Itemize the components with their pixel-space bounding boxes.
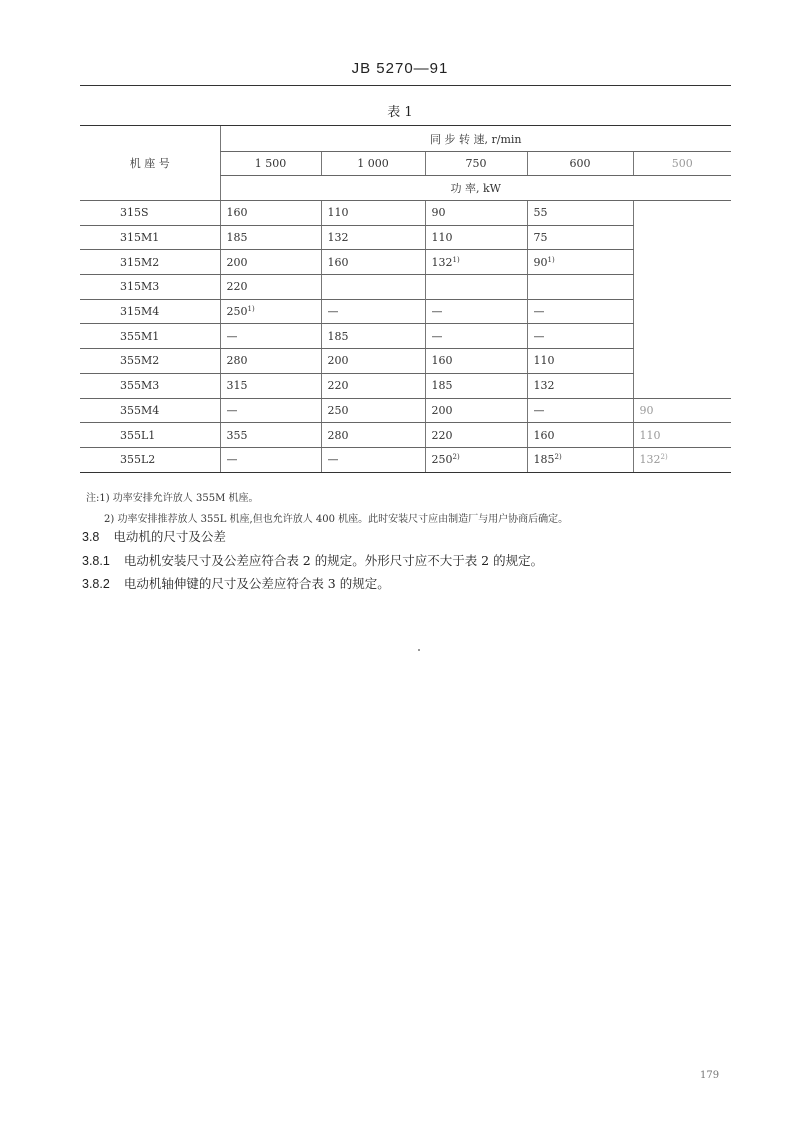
power-cell-500 (633, 324, 731, 349)
power-value: — (327, 453, 339, 467)
note-2: 2) 功率安排推荐放人 355L 机座,但也允许放人 400 机座。此时安装尺寸应由制造厂与用户协商后确定。 (104, 514, 569, 525)
section-number: 3.8.2 (82, 577, 110, 591)
table-title: 表 1 (387, 105, 413, 120)
speed-col-600: 600 (527, 152, 633, 176)
power-cell-750 (425, 275, 527, 300)
power-cell-1000 (321, 225, 425, 250)
frame-cell: 355M3 (80, 373, 220, 398)
power-cell-600 (527, 398, 633, 423)
section-text: 电动机轴伸键的尺寸及公差应符合表 3 的规定。 (123, 576, 390, 591)
power-value: 90 (431, 206, 446, 220)
scan-speck (418, 649, 420, 651)
power-cell-500 (633, 423, 731, 448)
power-value: — (533, 329, 545, 343)
power-value: 90 (533, 255, 548, 269)
footnote-marker: 1) (452, 255, 460, 264)
section-number: 3.8.1 (82, 554, 110, 568)
table-row (80, 373, 731, 398)
footnote-marker: 2) (452, 453, 460, 462)
power-value: 132 (327, 231, 349, 245)
power-value: — (431, 329, 443, 343)
power-cell-600 (527, 349, 633, 374)
power-cell-1500 (220, 349, 321, 374)
footnote-marker: 1) (247, 305, 255, 314)
frame-cell: 355L1 (80, 423, 220, 448)
speed-col-750: 750 (425, 152, 527, 176)
power-cell-1000 (321, 423, 425, 448)
frame-cell: 315M4 (80, 299, 220, 324)
footnote-marker: 1) (547, 255, 555, 264)
power-value: — (533, 403, 545, 417)
table-row (80, 225, 731, 250)
power-cell-750 (425, 398, 527, 423)
table-row (80, 275, 731, 300)
power-value: 110 (639, 428, 661, 442)
power-value: 185 (327, 329, 349, 343)
power-value: 185 (431, 379, 453, 393)
frame-cell: 315M1 (80, 225, 220, 250)
power-cell-1500 (220, 201, 321, 226)
power-value: 200 (327, 354, 349, 368)
frame-cell: 355L2 (80, 447, 220, 472)
power-cell-1500 (220, 250, 321, 275)
power-value: 220 (431, 428, 453, 442)
section-number: 3.8 (82, 530, 100, 544)
power-value: 315 (226, 379, 248, 393)
section-3-8 (82, 527, 226, 545)
power-cell-1000 (321, 299, 425, 324)
power-cell-750 (425, 201, 527, 226)
table-row (80, 398, 731, 423)
power-value: 220 (226, 280, 248, 294)
power-value: 160 (327, 255, 349, 269)
power-value: 160 (226, 206, 248, 220)
power-cell-500 (633, 275, 731, 300)
power-value: 355 (226, 428, 248, 442)
power-value: 110 (431, 231, 453, 245)
power-cell-750 (425, 349, 527, 374)
frame-cell: 355M1 (80, 324, 220, 349)
table-row (80, 324, 731, 349)
power-cell-1000 (321, 373, 425, 398)
table-row (80, 201, 731, 226)
section-3-8-1 (82, 551, 543, 569)
table-row (80, 299, 731, 324)
power-value: 250 (226, 305, 248, 319)
power-cell-500 (633, 225, 731, 250)
power-cell-1500 (220, 423, 321, 448)
power-value: — (226, 403, 238, 417)
header-rule (80, 85, 731, 86)
power-cell-500 (633, 299, 731, 324)
power-cell-1000 (321, 349, 425, 374)
power-cell-600 (527, 373, 633, 398)
power-cell-500 (633, 250, 731, 275)
power-cell-1500 (220, 299, 321, 324)
power-table (80, 125, 731, 473)
power-cell-600 (527, 250, 633, 275)
power-cell-1500 (220, 275, 321, 300)
power-cell-1000 (321, 275, 425, 300)
power-value: 220 (327, 379, 349, 393)
power-value: 250 (327, 403, 349, 417)
power-cell-750 (425, 423, 527, 448)
speed-col-1500: 1 500 (220, 152, 321, 176)
power-cell-500 (633, 398, 731, 423)
document-header: JB 5270—91 (351, 60, 449, 77)
power-header: 功 率, kW (220, 176, 731, 201)
section-text: 电动机安装尺寸及公差应符合表 2 的规定。外形尺寸应不大于表 2 的规定。 (123, 553, 544, 568)
table-row (80, 349, 731, 374)
footnote-marker: 2) (660, 453, 668, 462)
power-cell-750 (425, 299, 527, 324)
power-cell-750 (425, 225, 527, 250)
section-text: 电动机的尺寸及公差 (113, 529, 226, 544)
power-cell-500 (633, 447, 731, 472)
power-cell-500 (633, 349, 731, 374)
power-value: 250 (431, 453, 453, 467)
frame-cell: 355M2 (80, 349, 220, 374)
power-value: — (431, 305, 443, 319)
power-value: 200 (431, 403, 453, 417)
power-cell-1000 (321, 201, 425, 226)
table-body (80, 201, 731, 473)
power-cell-1000 (321, 447, 425, 472)
table-row (80, 447, 731, 472)
power-cell-600 (527, 324, 633, 349)
power-value: 75 (533, 231, 548, 245)
power-value: 185 (533, 453, 555, 467)
power-cell-600 (527, 275, 633, 300)
footnote-marker: 2) (554, 453, 562, 462)
power-value: 280 (226, 354, 248, 368)
power-cell-1500 (220, 447, 321, 472)
power-value: 160 (431, 354, 453, 368)
frame-cell: 315S (80, 201, 220, 226)
power-value: — (226, 453, 238, 467)
power-cell-750 (425, 250, 527, 275)
power-cell-500 (633, 373, 731, 398)
power-cell-1000 (321, 250, 425, 275)
power-cell-1000 (321, 398, 425, 423)
power-value: — (533, 305, 545, 319)
power-value: 185 (226, 231, 248, 245)
power-value: 55 (533, 206, 548, 220)
power-cell-600 (527, 299, 633, 324)
frame-cell: 315M3 (80, 275, 220, 300)
speed-header: 同 步 转 速, r/min (220, 126, 731, 152)
power-cell-750 (425, 447, 527, 472)
speed-col-500: 500 (633, 152, 731, 176)
power-value: — (327, 305, 339, 319)
frame-header: 机 座 号 (80, 126, 220, 201)
power-cell-600 (527, 423, 633, 448)
power-value: 200 (226, 255, 248, 269)
frame-cell: 315M2 (80, 250, 220, 275)
note-1: 注:1) 功率安排允许放人 355M 机座。 (86, 493, 259, 504)
power-value: 160 (533, 428, 555, 442)
power-cell-1000 (321, 324, 425, 349)
power-cell-750 (425, 373, 527, 398)
power-cell-750 (425, 324, 527, 349)
power-cell-600 (527, 201, 633, 226)
power-value: — (226, 329, 238, 343)
power-value: 132 (431, 255, 453, 269)
power-cell-1500 (220, 398, 321, 423)
power-cell-1500 (220, 225, 321, 250)
power-cell-1500 (220, 324, 321, 349)
page-number: 179 (700, 1070, 720, 1081)
power-value: 110 (327, 206, 349, 220)
power-cell-600 (527, 447, 633, 472)
power-value: 132 (639, 453, 661, 467)
power-value: 132 (533, 379, 555, 393)
power-cell-600 (527, 225, 633, 250)
table-row (80, 250, 731, 275)
power-value: 280 (327, 428, 349, 442)
power-cell-500 (633, 201, 731, 226)
power-value: 90 (639, 403, 654, 417)
table-row (80, 423, 731, 448)
speed-col-1000: 1 000 (321, 152, 425, 176)
power-value: 110 (533, 354, 555, 368)
section-3-8-2 (82, 574, 390, 592)
frame-cell: 355M4 (80, 398, 220, 423)
power-cell-1500 (220, 373, 321, 398)
